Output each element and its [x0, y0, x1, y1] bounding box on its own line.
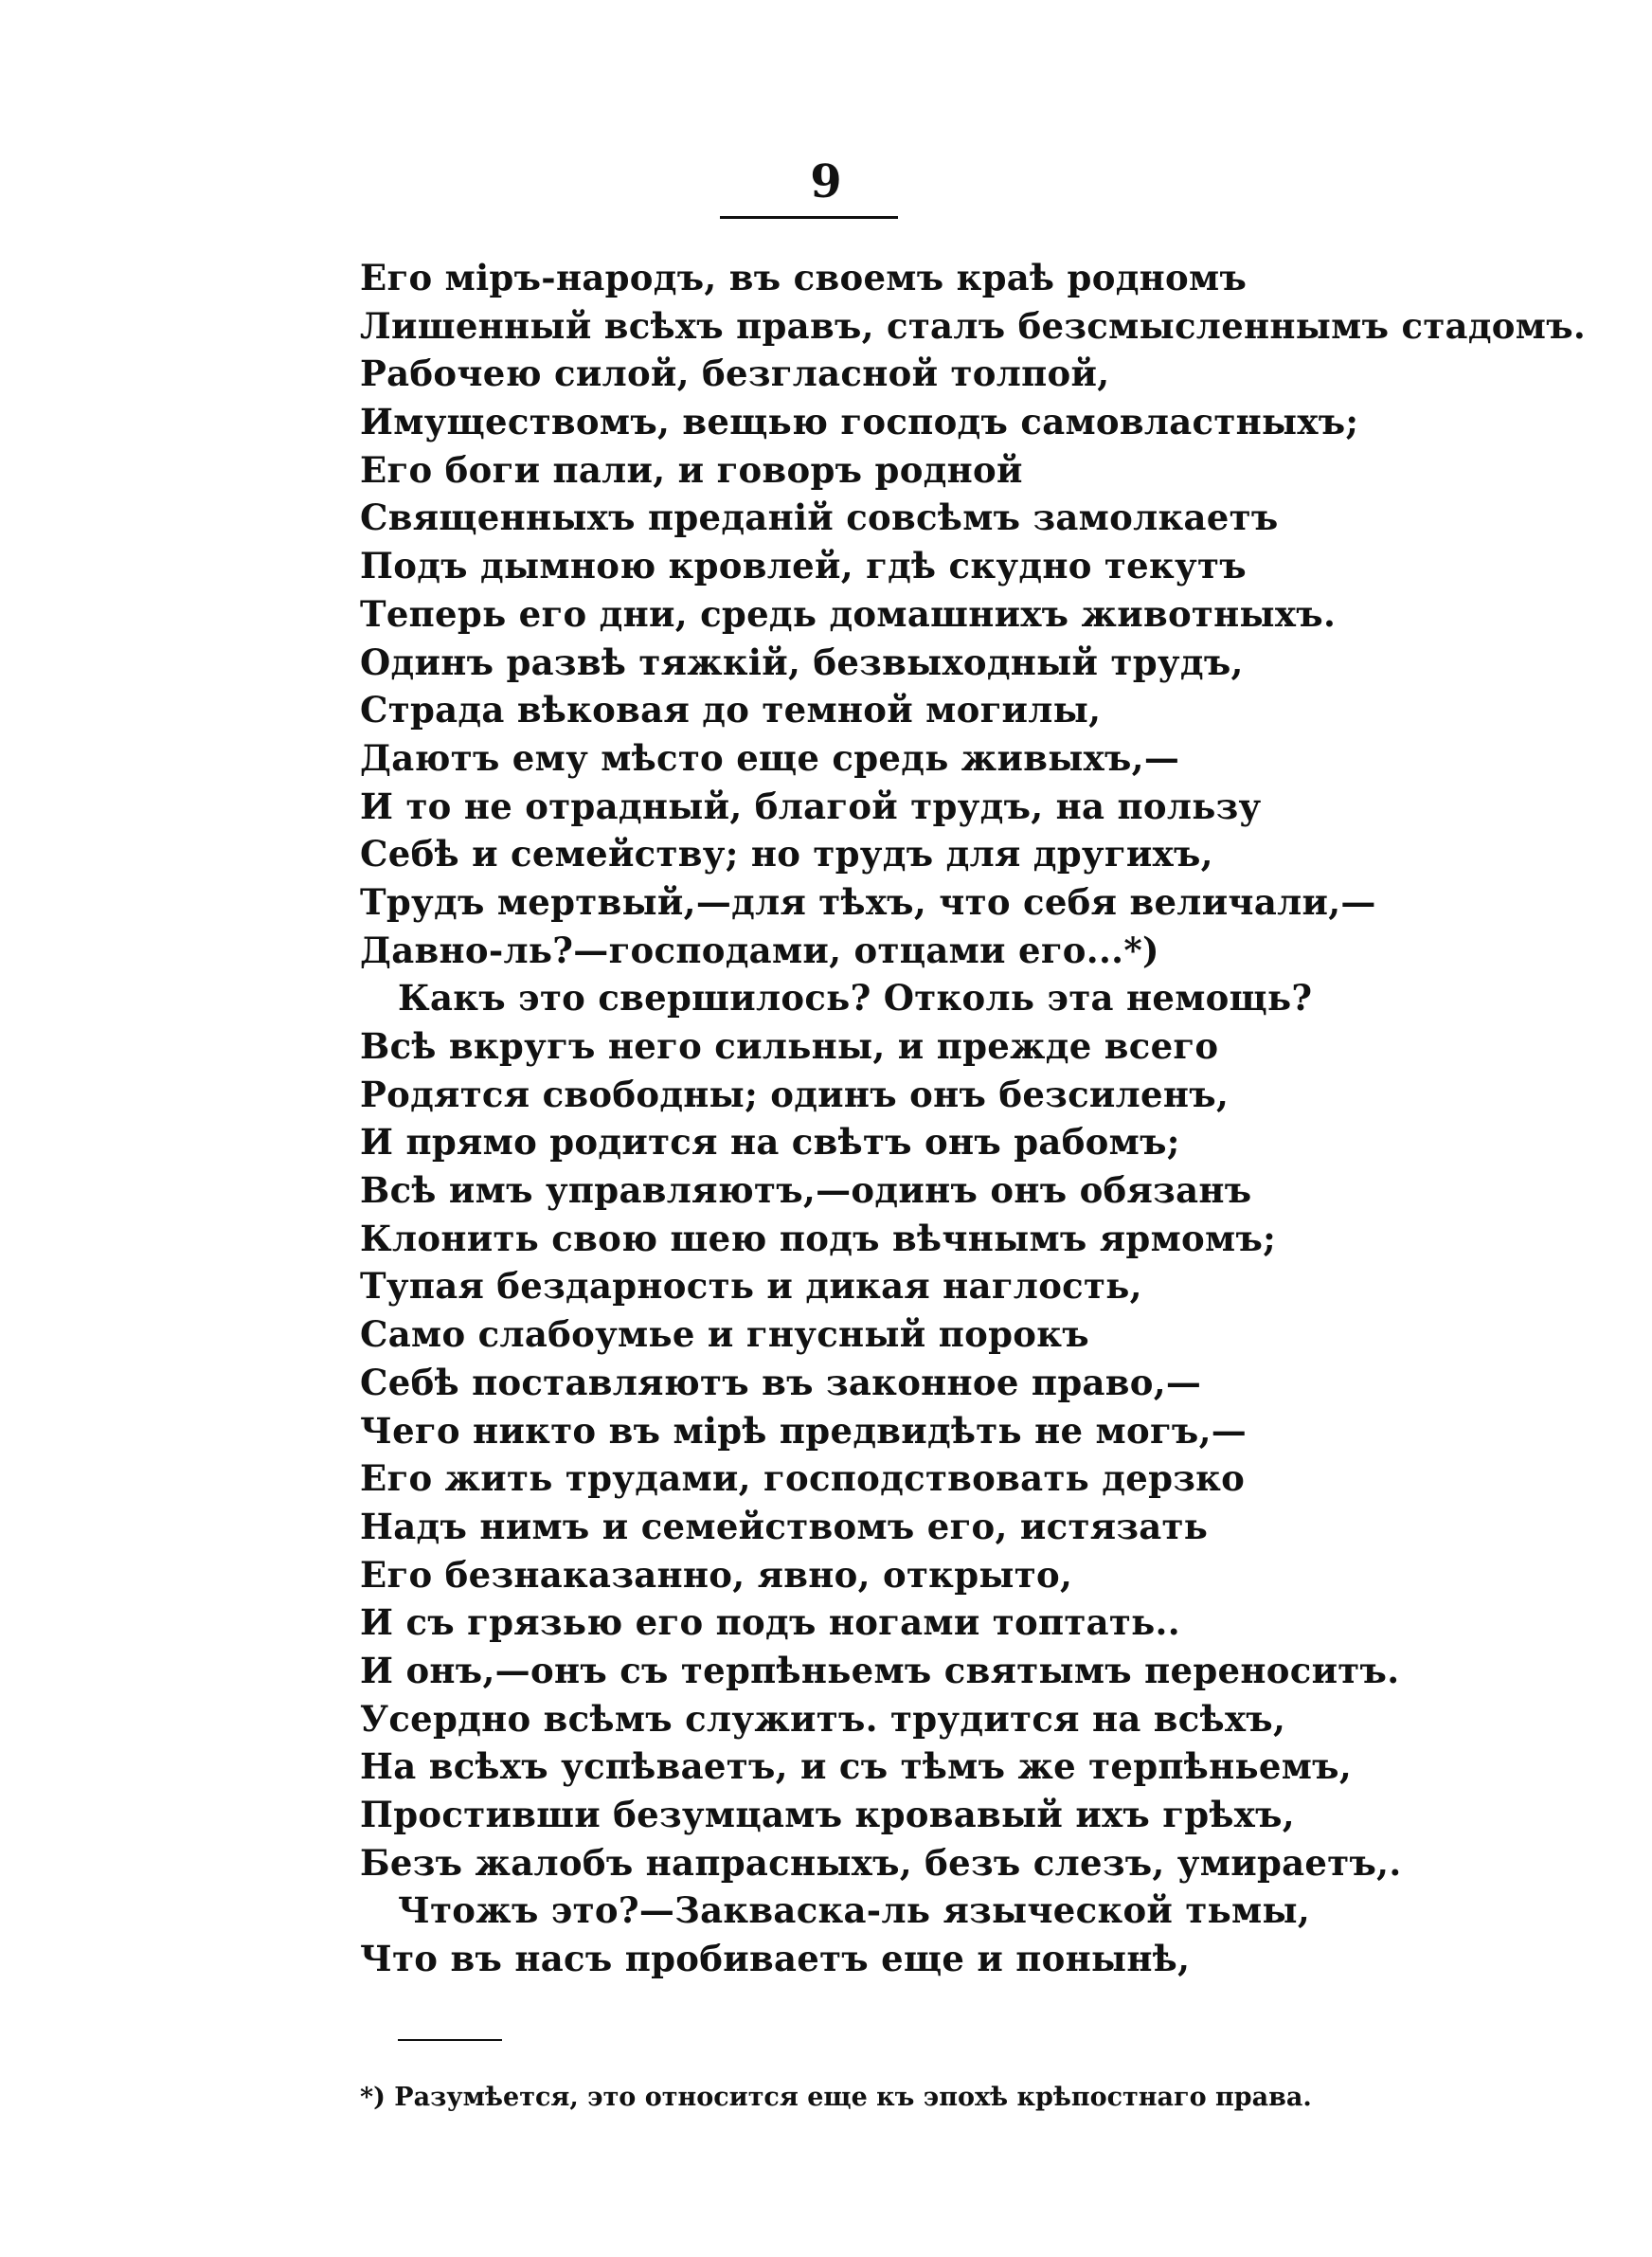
poem-line: Тупая бездарность и дикая наглость, — [360, 1265, 1142, 1308]
poem-line: Теперь его дни, средь домашнихъ животныхъ. — [360, 592, 1337, 635]
poem-line: Чего никто въ мірѣ предвидѣть не могъ,— — [360, 1409, 1248, 1452]
poem-line: Страда вѣковая до темной могилы, — [360, 689, 1102, 731]
poem-line: Трудъ мертвый,—для тѣхъ, что себя величали,— — [360, 880, 1376, 923]
poem-line: Священныхъ преданій совсѣмъ замолкаетъ — [360, 497, 1279, 539]
page-number: 9 — [810, 155, 842, 208]
page-number-rule — [720, 216, 898, 219]
poem-line: Что въ насъ пробиваетъ еще и понынѣ, — [360, 1938, 1191, 1980]
poem-line: Надъ нимъ и семействомъ его, истязать — [360, 1505, 1209, 1547]
poem-line: Простивши безумцамъ кровавый ихъ грѣхъ, — [360, 1794, 1295, 1835]
poem-line: Родятся свободны; одинъ онъ безсиленъ, — [360, 1073, 1230, 1115]
poem-line: Рабочею силой, безгласной толпой, — [360, 352, 1110, 395]
poem-line: Всѣ вкругъ него сильны, и прежде всего — [360, 1025, 1219, 1067]
poem-line: И онъ,—онъ съ терпѣньемъ святымъ переноситъ. — [360, 1649, 1400, 1691]
poem-line: И то не отрадный, благой трудъ, на пользу — [360, 785, 1262, 827]
poem-line: Имуществомъ, вещью господъ самовластныхъ; — [360, 401, 1359, 443]
poem-line: И прямо родится на свѣтъ онъ рабомъ; — [360, 1121, 1180, 1164]
poem-line: Усердно всѣмъ служитъ. трудится на всѣхъ, — [360, 1697, 1286, 1740]
poem-line: Подъ дымною кровлей, гдѣ скудно текутъ — [360, 545, 1247, 587]
poem-line: Всѣ имъ управляютъ,—одинъ онъ обязанъ — [360, 1169, 1252, 1212]
poem-line: Давно-ль?—господами, отцами его...*) — [360, 929, 1159, 971]
footnote-rule — [398, 2039, 502, 2041]
poem-line: Себѣ и семейству; но трудъ для другихъ, — [360, 833, 1213, 876]
poem-line: Его безнаказанно, явно, открыто, — [360, 1553, 1073, 1596]
poem-line: Его жить трудами, господствовать дерзко — [360, 1457, 1246, 1500]
poem-line: Лишенный всѣхъ правъ, сталъ безсмысленнымъ стадомъ. — [360, 304, 1587, 347]
poem-line: Даютъ ему мѣсто еще средь живыхъ,— — [360, 736, 1180, 779]
footnote: *) Разумѣется, это относится еще къ эпохѣ крѣпостнаго права. — [360, 2083, 1312, 2112]
poem-line: Его міръ-народъ, въ своемъ краѣ родномъ — [360, 257, 1248, 298]
poem-line: Одинъ развѣ тяжкій, безвыходный трудъ, — [360, 641, 1244, 683]
poem-line: И съ грязью его подъ ногами топтать.. — [360, 1601, 1180, 1644]
poem-line: На всѣхъ успѣваетъ, и съ тѣмъ же терпѣньемъ, — [360, 1745, 1353, 1788]
poem-line: Клонить свою шею подъ вѣчнымъ ярмомъ; — [360, 1217, 1277, 1259]
poem-text — [360, 254, 1587, 1983]
poem-line: Его боги пали, и говоръ родной — [360, 448, 1023, 491]
poem-line: Само слабоумье и гнусный порокъ — [360, 1313, 1089, 1356]
poem-line: Безъ жалобъ напрасныхъ, безъ слезъ, умираетъ,. — [360, 1841, 1402, 1884]
poem-line: Себѣ поставляютъ въ законное право,— — [360, 1361, 1202, 1403]
poem-line: Какъ это свершилось? Отколь эта немощь? — [398, 977, 1313, 1020]
poem-line: Чтожъ это?—Закваска-ль языческой тьмы, — [398, 1889, 1311, 1932]
